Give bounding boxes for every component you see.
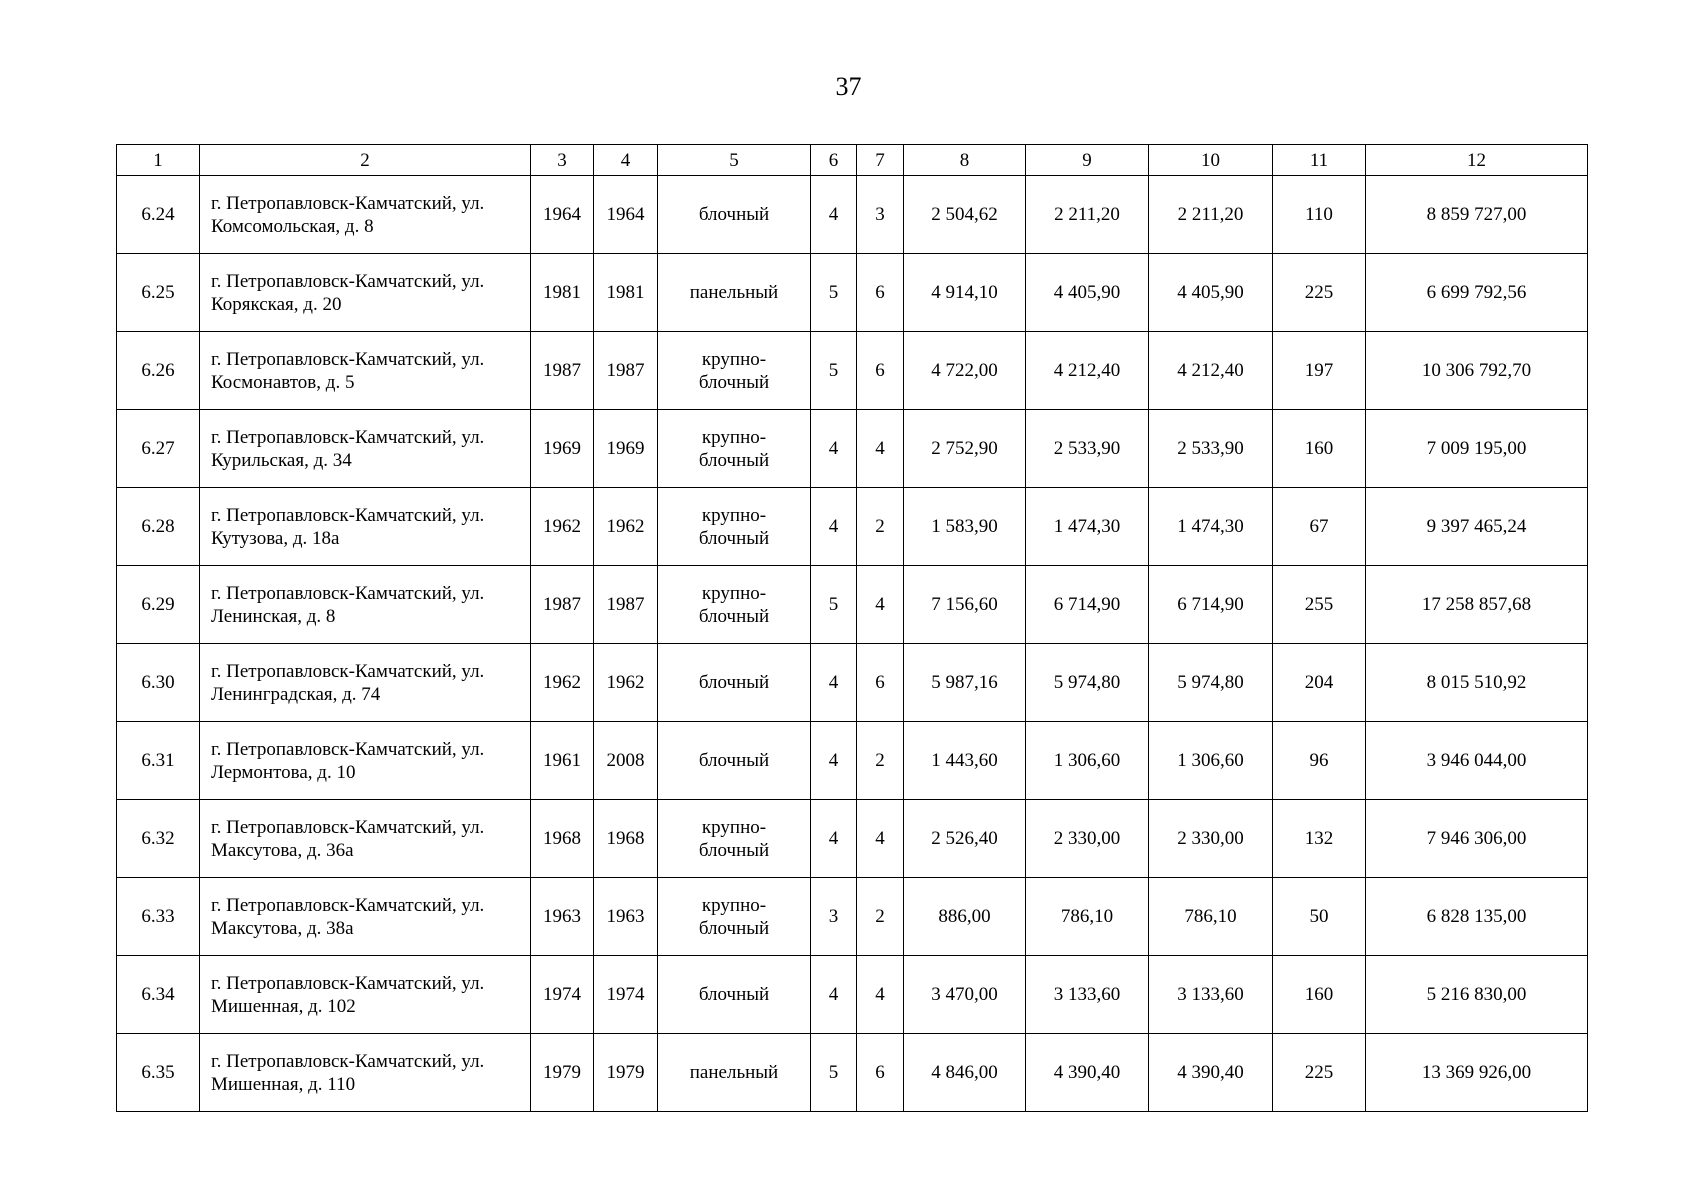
entrances-cell: 6: [857, 254, 904, 332]
address-line-1: г. Петропавловск-Камчатский, ул.: [211, 426, 485, 448]
area-residential-cell: 2 330,00: [1149, 800, 1273, 878]
address-cell: [200, 800, 531, 878]
address-line-2: Комсомольская, д. 8: [211, 215, 374, 237]
address-cell: [200, 332, 531, 410]
item-number-cell: 6.33: [117, 878, 200, 956]
address-line-1: г. Петропавловск-Камчатский, ул.: [211, 816, 485, 838]
area-living-cell: 2 211,20: [1026, 176, 1149, 254]
area-living-cell: 6 714,90: [1026, 566, 1149, 644]
wall-material-line-1: крупно-: [701, 816, 767, 838]
residents-cell: 225: [1273, 254, 1366, 332]
address-line-1: г. Петропавловск-Камчатский, ул.: [211, 348, 485, 370]
floors-cell: 4: [811, 644, 857, 722]
year-built-cell: 1969: [531, 410, 594, 488]
wall-material-cell: [658, 254, 811, 332]
wall-material-cell: [658, 566, 811, 644]
address-cell: [200, 644, 531, 722]
cost-cell: 17 258 857,68: [1366, 566, 1588, 644]
area-living-cell: 4 405,90: [1026, 254, 1149, 332]
cost-cell: 9 397 465,24: [1366, 488, 1588, 566]
entrances-cell: 6: [857, 1034, 904, 1112]
housing-register-table: [116, 144, 1588, 1112]
year-commissioned-cell: 1962: [594, 644, 658, 722]
area-living-cell: 4 390,40: [1026, 1034, 1149, 1112]
year-commissioned-cell: 1964: [594, 176, 658, 254]
year-built-cell: 1962: [531, 644, 594, 722]
cost-cell: 3 946 044,00: [1366, 722, 1588, 800]
residents-cell: 225: [1273, 1034, 1366, 1112]
item-number-cell: 6.35: [117, 1034, 200, 1112]
cost-cell: 6 828 135,00: [1366, 878, 1588, 956]
table-row: [117, 488, 1588, 566]
entrances-cell: 6: [857, 332, 904, 410]
year-commissioned-cell: 1968: [594, 800, 658, 878]
entrances-cell: 4: [857, 956, 904, 1034]
address-line-2: Лермонтова, д. 10: [211, 761, 356, 783]
wall-material-line-1: крупно-: [701, 894, 767, 916]
wall-material-line-2: блочный: [698, 449, 770, 471]
item-number-cell: 6.34: [117, 956, 200, 1034]
year-built-cell: 1961: [531, 722, 594, 800]
cost-cell: 10 306 792,70: [1366, 332, 1588, 410]
column-number-header-row: [117, 145, 1588, 176]
table-row: [117, 956, 1588, 1034]
year-commissioned-cell: 1963: [594, 878, 658, 956]
wall-material-line-2: блочный: [698, 371, 770, 393]
table-row: [117, 410, 1588, 488]
wall-material-line-1: крупно-: [701, 504, 767, 526]
floors-cell: 4: [811, 488, 857, 566]
item-number-cell: 6.26: [117, 332, 200, 410]
area-living-cell: 2 533,90: [1026, 410, 1149, 488]
address-line-2: Ленинская, д. 8: [211, 605, 336, 627]
area-living-cell: 5 974,80: [1026, 644, 1149, 722]
address-cell: [200, 566, 531, 644]
wall-material-cell: [658, 410, 811, 488]
column-number-cell: 6: [811, 145, 857, 176]
address-cell: [200, 878, 531, 956]
floors-cell: 4: [811, 176, 857, 254]
residents-cell: 160: [1273, 956, 1366, 1034]
table-row: [117, 254, 1588, 332]
entrances-cell: 4: [857, 410, 904, 488]
floors-cell: 5: [811, 254, 857, 332]
wall-material-line-1: крупно-: [701, 582, 767, 604]
area-total-cell: 3 470,00: [904, 956, 1026, 1034]
residents-cell: 160: [1273, 410, 1366, 488]
wall-material-cell: [658, 176, 811, 254]
area-residential-cell: 4 405,90: [1149, 254, 1273, 332]
table-row: [117, 332, 1588, 410]
area-total-cell: 1 443,60: [904, 722, 1026, 800]
address-line-2: Мишенная, д. 102: [211, 995, 356, 1017]
address-line-2: Ленинградская, д. 74: [211, 683, 381, 705]
wall-material-line-2: блочный: [698, 527, 770, 549]
area-total-cell: 2 526,40: [904, 800, 1026, 878]
address-line-1: г. Петропавловск-Камчатский, ул.: [211, 192, 485, 214]
wall-material-line-2: блочный: [698, 839, 770, 861]
residents-cell: 110: [1273, 176, 1366, 254]
residents-cell: 197: [1273, 332, 1366, 410]
address-line-2: Кутузова, д. 18а: [211, 527, 340, 549]
wall-material-cell: [658, 488, 811, 566]
address-cell: [200, 1034, 531, 1112]
year-built-cell: 1964: [531, 176, 594, 254]
year-commissioned-cell: 2008: [594, 722, 658, 800]
wall-material-line-1: блочный: [698, 204, 770, 225]
floors-cell: 4: [811, 722, 857, 800]
address-cell: [200, 410, 531, 488]
table-row: [117, 1034, 1588, 1112]
entrances-cell: 2: [857, 488, 904, 566]
year-commissioned-cell: 1979: [594, 1034, 658, 1112]
address-line-2: Максутова, д. 38а: [211, 917, 354, 939]
column-number-cell: 5: [658, 145, 811, 176]
year-commissioned-cell: 1987: [594, 566, 658, 644]
column-number-cell: 2: [200, 145, 531, 176]
area-residential-cell: 2 533,90: [1149, 410, 1273, 488]
wall-material-line-2: блочный: [698, 917, 770, 939]
entrances-cell: 4: [857, 566, 904, 644]
area-living-cell: 1 306,60: [1026, 722, 1149, 800]
wall-material-cell: [658, 878, 811, 956]
year-commissioned-cell: 1969: [594, 410, 658, 488]
item-number-cell: 6.32: [117, 800, 200, 878]
area-residential-cell: 3 133,60: [1149, 956, 1273, 1034]
address-line-2: Максутова, д. 36а: [211, 839, 354, 861]
area-residential-cell: 6 714,90: [1149, 566, 1273, 644]
address-cell: [200, 176, 531, 254]
address-line-2: Корякская, д. 20: [211, 293, 342, 315]
table-row: [117, 800, 1588, 878]
year-commissioned-cell: 1987: [594, 332, 658, 410]
wall-material-cell: [658, 644, 811, 722]
area-total-cell: 2 752,90: [904, 410, 1026, 488]
year-built-cell: 1979: [531, 1034, 594, 1112]
residents-cell: 50: [1273, 878, 1366, 956]
wall-material-line-1: панельный: [689, 282, 779, 303]
table-row: [117, 176, 1588, 254]
wall-material-line-2: блочный: [698, 605, 770, 627]
cost-cell: 7 946 306,00: [1366, 800, 1588, 878]
wall-material-cell: [658, 1034, 811, 1112]
item-number-cell: 6.24: [117, 176, 200, 254]
address-cell: [200, 722, 531, 800]
address-line-1: г. Петропавловск-Камчатский, ул.: [211, 270, 485, 292]
entrances-cell: 6: [857, 644, 904, 722]
area-residential-cell: 5 974,80: [1149, 644, 1273, 722]
address-line-1: г. Петропавловск-Камчатский, ул.: [211, 894, 485, 916]
floors-cell: 4: [811, 956, 857, 1034]
floors-cell: 4: [811, 800, 857, 878]
year-built-cell: 1987: [531, 332, 594, 410]
area-living-cell: 786,10: [1026, 878, 1149, 956]
floors-cell: 5: [811, 566, 857, 644]
entrances-cell: 4: [857, 800, 904, 878]
floors-cell: 5: [811, 1034, 857, 1112]
column-number-cell: 9: [1026, 145, 1149, 176]
address-line-1: г. Петропавловск-Камчатский, ул.: [211, 1050, 485, 1072]
area-total-cell: 4 846,00: [904, 1034, 1026, 1112]
address-line-2: Космонавтов, д. 5: [211, 371, 355, 393]
column-number-cell: 11: [1273, 145, 1366, 176]
item-number-cell: 6.29: [117, 566, 200, 644]
area-total-cell: 2 504,62: [904, 176, 1026, 254]
wall-material-cell: [658, 956, 811, 1034]
column-number-cell: 10: [1149, 145, 1273, 176]
address-line-1: г. Петропавловск-Камчатский, ул.: [211, 504, 485, 526]
area-living-cell: 3 133,60: [1026, 956, 1149, 1034]
entrances-cell: 2: [857, 878, 904, 956]
item-number-cell: 6.25: [117, 254, 200, 332]
residents-cell: 67: [1273, 488, 1366, 566]
area-living-cell: 4 212,40: [1026, 332, 1149, 410]
residents-cell: 255: [1273, 566, 1366, 644]
year-built-cell: 1962: [531, 488, 594, 566]
cost-cell: 7 009 195,00: [1366, 410, 1588, 488]
entrances-cell: 3: [857, 176, 904, 254]
area-total-cell: 1 583,90: [904, 488, 1026, 566]
cost-cell: 13 369 926,00: [1366, 1034, 1588, 1112]
area-residential-cell: 1 306,60: [1149, 722, 1273, 800]
year-built-cell: 1981: [531, 254, 594, 332]
area-total-cell: 7 156,60: [904, 566, 1026, 644]
residents-cell: 132: [1273, 800, 1366, 878]
area-residential-cell: 4 390,40: [1149, 1034, 1273, 1112]
address-line-1: г. Петропавловск-Камчатский, ул.: [211, 582, 485, 604]
year-commissioned-cell: 1962: [594, 488, 658, 566]
cost-cell: 8 859 727,00: [1366, 176, 1588, 254]
area-residential-cell: 4 212,40: [1149, 332, 1273, 410]
column-number-cell: 3: [531, 145, 594, 176]
entrances-cell: 2: [857, 722, 904, 800]
cost-cell: 5 216 830,00: [1366, 956, 1588, 1034]
year-built-cell: 1987: [531, 566, 594, 644]
item-number-cell: 6.27: [117, 410, 200, 488]
column-number-cell: 1: [117, 145, 200, 176]
wall-material-line-1: крупно-: [701, 348, 767, 370]
table-row: [117, 644, 1588, 722]
year-built-cell: 1963: [531, 878, 594, 956]
wall-material-cell: [658, 332, 811, 410]
column-number-cell: 7: [857, 145, 904, 176]
year-commissioned-cell: 1974: [594, 956, 658, 1034]
item-number-cell: 6.30: [117, 644, 200, 722]
table-row: [117, 722, 1588, 800]
wall-material-line-1: блочный: [698, 672, 770, 693]
address-cell: [200, 254, 531, 332]
floors-cell: 4: [811, 410, 857, 488]
address-line-1: г. Петропавловск-Камчатский, ул.: [211, 738, 485, 760]
wall-material-line-1: панельный: [689, 1062, 779, 1083]
area-residential-cell: 2 211,20: [1149, 176, 1273, 254]
area-total-cell: 4 722,00: [904, 332, 1026, 410]
area-living-cell: 1 474,30: [1026, 488, 1149, 566]
address-cell: [200, 956, 531, 1034]
year-built-cell: 1968: [531, 800, 594, 878]
area-total-cell: 4 914,10: [904, 254, 1026, 332]
table-row: [117, 566, 1588, 644]
column-number-cell: 4: [594, 145, 658, 176]
wall-material-line-1: блочный: [698, 984, 770, 1005]
cost-cell: 6 699 792,56: [1366, 254, 1588, 332]
area-total-cell: 5 987,16: [904, 644, 1026, 722]
floors-cell: 5: [811, 332, 857, 410]
table-row: [117, 878, 1588, 956]
address-line-1: г. Петропавловск-Камчатский, ул.: [211, 660, 485, 682]
wall-material-cell: [658, 722, 811, 800]
address-cell: [200, 488, 531, 566]
wall-material-line-1: блочный: [698, 750, 770, 771]
page-number: 37: [835, 72, 862, 101]
residents-cell: 204: [1273, 644, 1366, 722]
column-number-cell: 8: [904, 145, 1026, 176]
address-line-2: Мишенная, д. 110: [211, 1073, 356, 1095]
area-total-cell: 886,00: [904, 878, 1026, 956]
year-built-cell: 1974: [531, 956, 594, 1034]
address-line-1: г. Петропавловск-Камчатский, ул.: [211, 972, 485, 994]
address-line-2: Курильская, д. 34: [211, 449, 352, 471]
wall-material-line-1: крупно-: [701, 426, 767, 448]
cost-cell: 8 015 510,92: [1366, 644, 1588, 722]
area-residential-cell: 1 474,30: [1149, 488, 1273, 566]
column-number-cell: 12: [1366, 145, 1588, 176]
residents-cell: 96: [1273, 722, 1366, 800]
item-number-cell: 6.31: [117, 722, 200, 800]
item-number-cell: 6.28: [117, 488, 200, 566]
area-living-cell: 2 330,00: [1026, 800, 1149, 878]
wall-material-cell: [658, 800, 811, 878]
year-commissioned-cell: 1981: [594, 254, 658, 332]
floors-cell: 3: [811, 878, 857, 956]
area-residential-cell: 786,10: [1149, 878, 1273, 956]
